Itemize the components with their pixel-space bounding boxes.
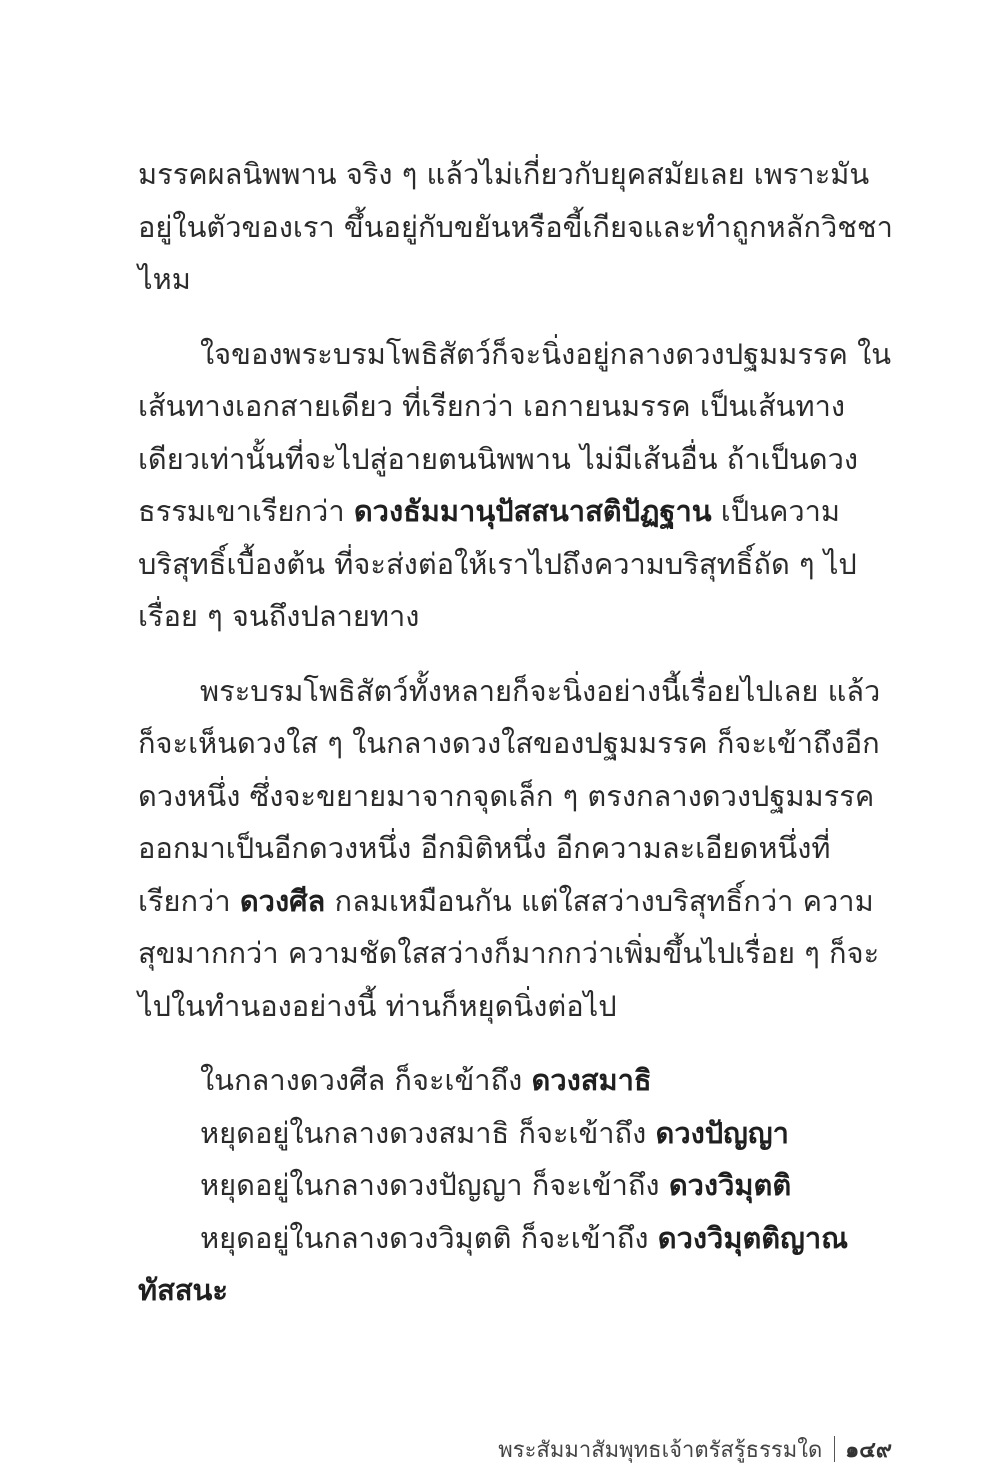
page-footer [498, 1432, 892, 1467]
text-run: ธรรมเขาเรียกว่า [138, 494, 354, 528]
text-line: บริสุทธิ์เบื้องต้น ที่จะส่งต่อให้เราไปถึงความบริสุทธิ์ถัด ๆ ไป [138, 546, 857, 581]
paragraph-3 [138, 665, 890, 1033]
text-line: เส้นทางเอกสายเดียว ที่เรียกว่า เอกายนมรรค เป็นเส้นทาง [138, 389, 846, 423]
body-text [138, 148, 893, 1317]
footer-divider [834, 1436, 835, 1462]
text-line [138, 485, 890, 538]
text-line: มรรคผลนิพพาน จริง ๆ แล้วไม่เกี่ยวกับยุคสมัยเลย เพราะมัน [138, 157, 870, 191]
text-line [138, 1264, 890, 1317]
text-run: เรียกว่า [138, 883, 240, 918]
bold-term: ดวงธัมมานุปัสสนาสติปัฏฐาน [353, 494, 712, 528]
text-line: พระบรมโพธิสัตว์ทั้งหลายก็จะนิ่งอย่างนี้เรื่อยไปเลย แล้ว [200, 673, 881, 708]
text-line [138, 1107, 890, 1160]
text-line: สุขมากกว่า ความชัดใสสว่างก็มากกว่าเพิ่มขึ้นไปเรื่อย ๆ ก็จะ [138, 936, 880, 970]
text-run: หยุดอยู่ในกลางดวงปัญญา ก็จะเข้าถึง [200, 1168, 669, 1202]
bold-term: ดวงสมาธิ [531, 1063, 652, 1097]
text-run: เป็นความ [711, 494, 841, 528]
text-run: กลมเหมือนกัน แต่ใสสว่างบริสุทธิ์กว่า ความ [325, 883, 874, 918]
bold-term: ทัสสนะ [138, 1273, 228, 1307]
paragraph-4 [138, 1054, 890, 1317]
bold-term: ดวงวิมุตติญาณ [657, 1220, 849, 1255]
text-line [138, 1054, 890, 1107]
text-line [138, 875, 890, 928]
text-line: อยู่ในตัวของเรา ขึ้นอยู่กับขยันหรือขี้เกียจและทำถูกหลักวิชชา [138, 209, 893, 244]
text-line: ดวงหนึ่ง ซึ่งจะขยายมาจากจุดเล็ก ๆ ตรงกลางดวงปฐมมรรค [138, 778, 875, 813]
bold-term: ดวงปัญญา [655, 1115, 789, 1150]
paragraph-1 [138, 148, 893, 306]
running-title: พระสัมมาสัมพุทธเจ้าตรัสรู้ธรรมใด [498, 1438, 823, 1463]
text-line [138, 1159, 890, 1212]
text-line: ไหม [138, 262, 191, 296]
text-line: ไปในทำนองอย่างนี้ ท่านก็หยุดนิ่งต่อไป [138, 988, 617, 1023]
bold-term: ดวงวิมุตติ [668, 1168, 792, 1202]
text-line: เดียวเท่านั้นที่จะไปสู่อายตนนิพพาน ไม่มีเส้นอื่น ถ้าเป็นดวง [138, 441, 859, 476]
text-run: หยุดอยู่ในกลางดวงวิมุตติ ก็จะเข้าถึง [200, 1220, 658, 1255]
text-line: เรื่อย ๆ จนถึงปลายทาง [138, 599, 420, 633]
bold-term: ดวงศีล [239, 883, 326, 918]
paragraph-2 [138, 328, 890, 643]
page-number: ๑๔๙ [845, 1438, 892, 1463]
text-run: ในกลางดวงศีล ก็จะเข้าถึง [200, 1063, 532, 1097]
text-run: หยุดอยู่ในกลางดวงสมาธิ ก็จะเข้าถึง [200, 1115, 656, 1150]
text-line: ออกมาเป็นอีกดวงหนึ่ง อีกมิติหนึ่ง อีกความละเอียดหนึ่งที่ [138, 831, 831, 865]
text-line: ใจของพระบรมโพธิสัตว์ก็จะนิ่งอยู่กลางดวงปฐมมรรค ใน [200, 336, 892, 371]
text-line: ก็จะเห็นดวงใส ๆ ในกลางดวงใสของปฐมมรรค ก็จะเข้าถึงอีก [138, 726, 880, 760]
text-line [138, 1212, 890, 1265]
